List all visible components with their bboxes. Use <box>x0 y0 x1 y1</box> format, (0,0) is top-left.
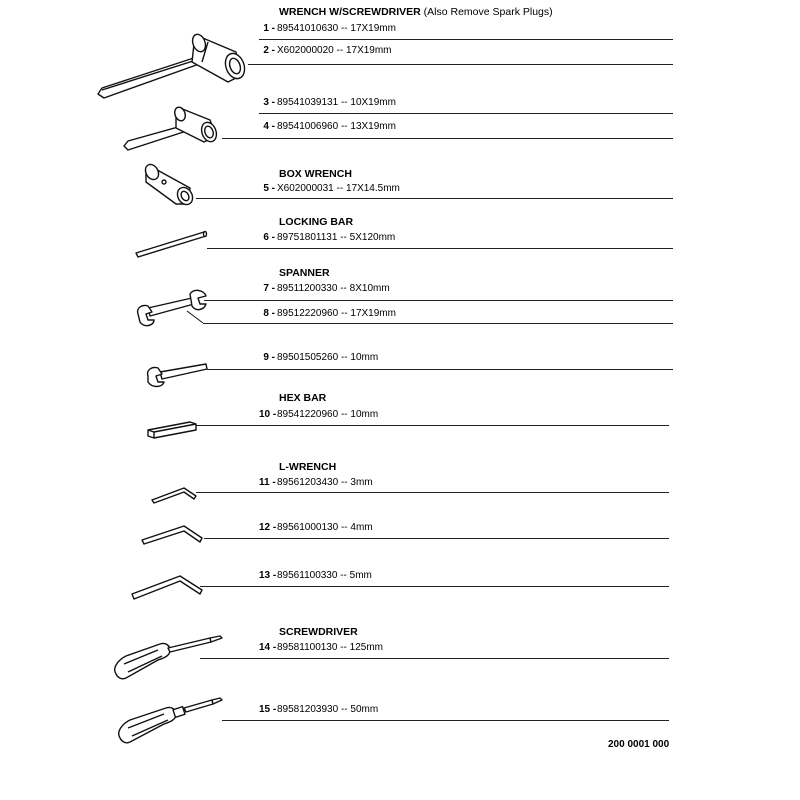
heading-note: (Also Remove Spark Plugs) <box>423 6 553 18</box>
leader-line <box>207 369 673 370</box>
part-row-8: 8 - 89512220960 -- 17X19mm <box>263 308 396 319</box>
spanner-single-icon <box>144 358 210 388</box>
heading-box-wrench: BOX WRENCH <box>279 168 352 180</box>
part-row-9: 9 - 89501505260 -- 10mm <box>263 352 379 363</box>
l-wrench-medium-icon <box>138 520 206 548</box>
l-wrench-small-icon <box>148 482 200 506</box>
hex-bar-icon <box>142 418 200 442</box>
leader-line <box>259 39 673 40</box>
leader-line <box>222 138 673 139</box>
leader-line <box>196 492 669 493</box>
heading-screwdriver: SCREWDRIVER <box>279 626 358 638</box>
leader-line <box>196 425 669 426</box>
heading-locking-bar: LOCKING BAR <box>279 216 354 228</box>
part-row-14: 14 -89581100130 -- 125mm <box>259 642 383 653</box>
heading-wrench-screwdriver: WRENCH W/SCREWDRIVER (Also Remove Spark Plugs) <box>279 6 553 18</box>
screwdriver-long-icon <box>110 634 226 688</box>
l-wrench-large-icon <box>128 570 206 602</box>
leader-line <box>203 323 673 324</box>
part-row-2: 2 - X602000020 -- 17X19mm <box>263 45 392 56</box>
heading-spanner: SPANNER <box>279 267 330 279</box>
screwdriver-short-icon <box>114 696 226 750</box>
leader-connector <box>186 310 206 326</box>
wrench-screwdriver-small-icon <box>118 100 226 152</box>
leader-line <box>200 658 669 659</box>
wrench-screwdriver-large-icon <box>90 18 260 100</box>
box-wrench-icon <box>140 160 200 208</box>
part-row-13: 13 -89561100330 -- 5mm <box>259 570 372 581</box>
leader-line <box>259 113 673 114</box>
leader-line <box>204 300 673 301</box>
part-row-11: 11 -89561203430 -- 3mm <box>259 477 373 488</box>
part-row-15: 15 -89581203930 -- 50mm <box>259 704 379 715</box>
part-row-3: 3 - 89541039131 -- 10X19mm <box>263 97 396 108</box>
heading-hex-bar: HEX BAR <box>279 392 327 404</box>
part-row-7: 7 - 89511200330 -- 8X10mm <box>263 283 390 294</box>
part-row-10: 10 -89541220960 -- 10mm <box>259 409 379 420</box>
leader-line <box>204 538 669 539</box>
part-row-1: 1 - 89541010630 -- 17X19mm <box>263 23 396 34</box>
part-row-6: 6 - 89751801131 -- 5X120mm <box>263 232 396 243</box>
heading-l-wrench: L-WRENCH <box>279 461 337 473</box>
part-row-4: 4 - 89541006960 -- 13X19mm <box>263 121 396 132</box>
locking-bar-icon <box>130 226 210 262</box>
leader-line <box>196 198 673 199</box>
part-row-5: 5 - X602000031 -- 17X14.5mm <box>263 183 400 194</box>
leader-line <box>207 248 673 249</box>
part-row-12: 12 -89561000130 -- 4mm <box>259 522 373 533</box>
leader-line <box>248 64 673 65</box>
leader-line <box>200 586 669 587</box>
leader-line <box>222 720 669 721</box>
document-number: 200 0001 000 <box>608 739 670 750</box>
